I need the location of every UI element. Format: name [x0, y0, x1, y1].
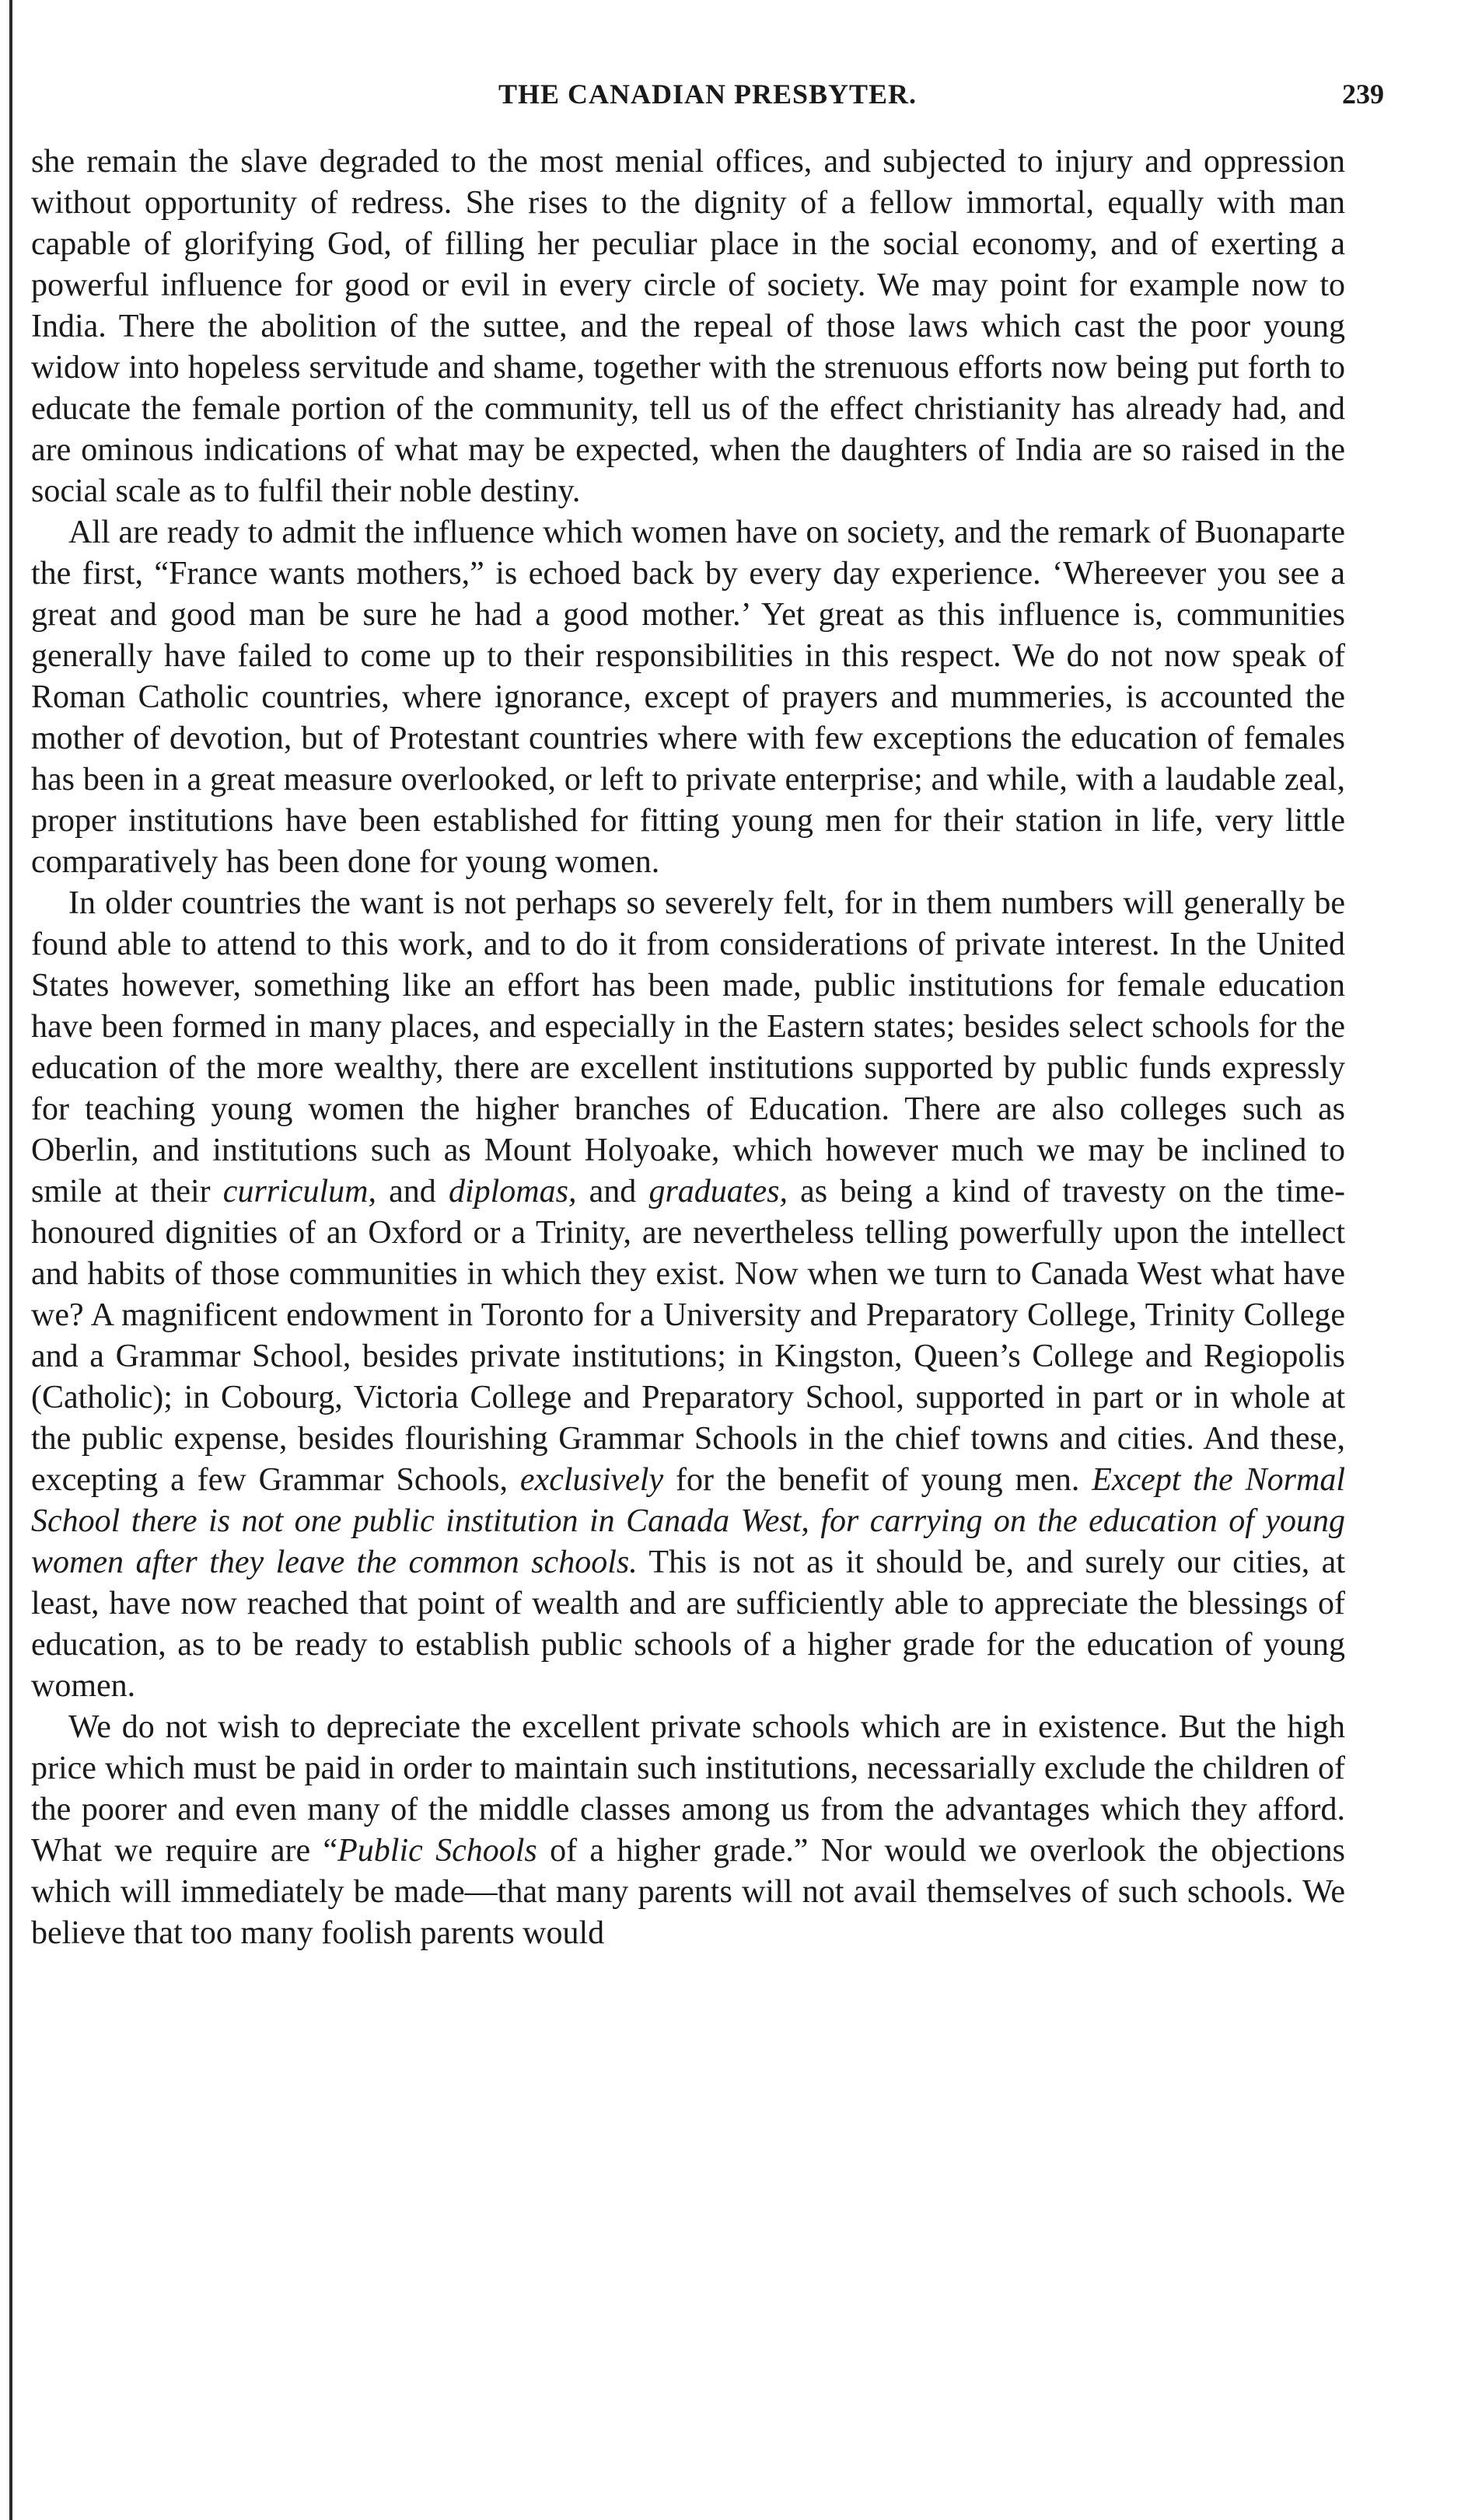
text-run: In older countries the want is not perhaps so severely felt, for in them numbers will generally be found able to attend to this work, and to do it from considerations of private interest. In the United States however, something like an effort has been made, public institutions for female education have been formed in many places, and especially in the Eastern states; besides select schools for the education of the more wealthy, there are excellent institutions supported by public funds expressly for teaching young women the higher branches of Education. There are also colleges such as Oberlin, and institutions such as Mount Holyoake, which however much we may be inclined to smile at their [31, 885, 1345, 1209]
text-run: We do not wish to depreciate the excellent private schools which are in existence. But the high price which must be paid in order to maintain such institutions, necessarially exclude the children of the poorer and even many of the middle classes among us from the advantages which they afford. What we require are “ [31, 1709, 1345, 1869]
text-run: This is not as it should be, and surely our cities, at least, have now reached that point of wealth and are sufficiently able to appreciate the blessings of education, as to be ready to establish public schools of a higher grade for the education of young women. [31, 1544, 1345, 1704]
text-run: as being a kind of travesty on the time-honoured dignities of an Oxford or a Trinity, are nevertheless telling powerfully upon the intellect and habits of those communities in which they exist. Now when we turn to Canada West what have we? A magnificent endowment in Toronto for a University and Preparatory College, Trinity College and a Grammar School, besides private institutions; in Kingston, Queen’s College and Regiopolis (Catholic); in Cobourg, Victoria College and Preparatory School, supported in part or in whole at the public expense, besides flourishing Grammar Schools in the chief towns and cities. And these, excepting a few Grammar Schools, [31, 1174, 1345, 1498]
text-run: for the benefit of young men. [663, 1462, 1092, 1498]
text-run: and [376, 1174, 449, 1209]
page-edge-rule [9, 0, 12, 2520]
text-run: of a higher grade.” Nor would we overlook the objections which will immediately be made—that many parents will not avail themselves of such schools. We believe that too many foolish parents would [31, 1833, 1346, 1951]
paragraph [31, 883, 1345, 1707]
text-run: All are ready to admit the influence which women have on society, and the remark of Buonaparte the first, “France wants mothers,” is echoed back by every day experience. ‘Whereever you see a great and good man be sure he had a good mother.’ Yet great as this influence is, communities generally have failed to come up to their responsibilities in this respect. We do not now speak of Roman Catholic countries, where ignorance, except of prayers and mummeries, is accounted the mother of devotion, but of Protestant countries where with few exceptions the education of females has been in a great measure overlooked, or left to private enterprise; and while, with a laudable zeal, proper institutions have been established for fitting young men for their station in life, very little comparatively has been done for young women. [31, 515, 1345, 880]
page-number: 239 [1342, 79, 1384, 110]
italic-text: Public Schools [337, 1833, 537, 1869]
page-header [31, 78, 1384, 124]
italic-text: exclusively [519, 1462, 664, 1498]
italic-text: diplomas, [448, 1174, 577, 1209]
running-head: THE CANADIAN PRESBYTER. [498, 79, 918, 110]
italic-text: graduates, [648, 1174, 788, 1209]
italic-text: curriculum, [222, 1174, 376, 1209]
body-text [31, 141, 1345, 1954]
text-run: and [576, 1174, 649, 1209]
italic-text: Except the Normal School there is not one public institution in Canada West, for carrying on the education of young women after they leave the common schools. [31, 1462, 1345, 1580]
paragraph [31, 512, 1345, 883]
paragraph [31, 141, 1345, 512]
text-run: she remain the slave degraded to the most menial offices, and subjected to injury and oppression without opportunity of redress. She rises to the dignity of a fellow immortal, equally with man capable of glorifying God, of filling her peculiar place in the social economy, and of exerting a powerful influence for good or evil in every circle of society. We may point for example now to India. There the abolition of the suttee, and the repeal of those laws which cast the poor young widow into hopeless servitude and shame, together with the strenuous efforts now being put forth to educate the female portion of the community, tell us of the effect christianity has already had, and are ominous indications of what may be expected, when the daughters of India are so raised in the social scale as to fulfil their noble destiny. [31, 144, 1345, 509]
paragraph [31, 1707, 1345, 1954]
